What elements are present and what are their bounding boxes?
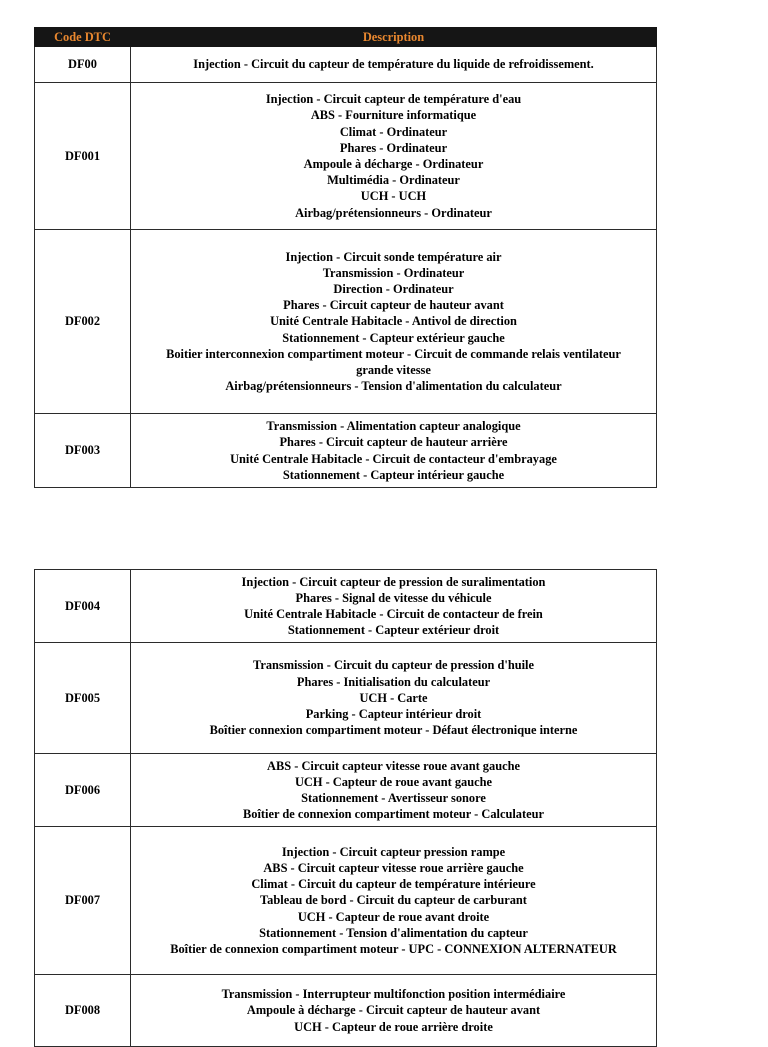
dtc-description [131,47,657,83]
dtc-code: DF005 [35,643,131,754]
dtc-description [131,754,657,827]
description-line: ABS - Fourniture informatique [310,108,477,123]
dtc-code: DF008 [35,975,131,1047]
description-line: Direction - Ordinateur [333,281,454,296]
description-line: Climat - Circuit du capteur de température intérieure [251,877,536,892]
table-row [35,975,657,1047]
description-line: Transmission - Circuit du capteur de pression d'huile [252,658,534,673]
dtc-description [131,230,657,414]
header-code-dtc: Code DTC [35,28,131,47]
dtc-code: DF002 [35,230,131,414]
dtc-description [131,570,657,643]
description-line: ABS - Circuit capteur vitesse roue avant gauche [267,758,520,773]
dtc-description [131,414,657,488]
table-row [35,754,657,827]
dtc-code: DF007 [35,827,131,975]
description-line: Airbag/prétensionneurs - Ordinateur [295,205,492,220]
description-line: grande vitesse [356,363,431,377]
description-line: Transmission - Ordinateur [322,265,465,280]
description-line: UCH - Capteur de roue avant droite [297,909,490,924]
table-row [35,643,657,754]
description-line: Boîtier connexion compartiment moteur - Défaut électronique interne [209,723,578,738]
description-line: Boîtier de connexion compartiment moteur - UPC - CONNEXION ALTERNATEUR [170,942,617,956]
description-line: Injection - Circuit capteur de pression de suralimentation [241,574,546,589]
description-line: Stationnement - Tension d'alimentation du capteur [259,925,528,940]
table-row [35,414,657,488]
description-line: Injection - Circuit capteur de température d'eau [265,92,522,107]
description-line: UCH - UCH [360,189,427,204]
description-line: Stationnement - Capteur intérieur gauche [282,467,505,482]
description-line: Airbag/prétensionneurs - Tension d'alimentation du calculateur [225,379,562,394]
dtc-table-1 [34,27,657,488]
description-line: Injection - Circuit capteur pression rampe [281,844,506,859]
header-description: Description [131,28,657,47]
table-row [35,83,657,230]
table-row [35,230,657,414]
description-line: Phares - Signal de vitesse du véhicule [295,590,492,605]
description-line: Ampoule à décharge - Circuit capteur de hauteur avant [246,1003,541,1018]
dtc-code: DF004 [35,570,131,643]
description-line: Phares - Initialisation du calculateur [296,674,491,689]
table-row [35,570,657,643]
description-line: UCH - Capteur de roue avant gauche [294,774,493,789]
dtc-code: DF003 [35,414,131,488]
description-line: Multimédia - Ordinateur [327,173,460,188]
table-row [35,47,657,83]
description-line: Phares - Circuit capteur de hauteur arrière [279,435,508,450]
dtc-description [131,827,657,975]
description-line: Phares - Circuit capteur de hauteur avant [283,298,504,313]
description-line: Climat - Ordinateur [339,124,448,139]
description-line: Ampoule à décharge - Ordinateur [303,157,484,171]
description-line: Injection - Circuit sonde température air [285,249,502,264]
description-line: UCH - Carte [359,690,428,705]
description-line: Unité Centrale Habitacle - Antivol de direction [270,314,517,329]
description-line: UCH - Capteur de roue arrière droite [294,1019,493,1034]
description-line: Transmission - Interrupteur multifonction position intermédiaire [221,987,566,1002]
dtc-table-2 [34,569,657,1047]
description-line: Parking - Capteur intérieur droit [305,707,482,722]
table-header-row [35,28,657,47]
description-line: Stationnement - Avertisseur sonore [301,791,486,805]
description-line: Unité Centrale Habitacle - Circuit de contacteur d'embrayage [230,451,557,466]
description-line: Phares - Ordinateur [339,140,448,155]
description-line: Transmission - Alimentation capteur analogique [266,419,521,434]
description-line: Unité Centrale Habitacle - Circuit de contacteur de frein [244,607,543,621]
description-line: Stationnement - Capteur extérieur droit [287,623,500,638]
description-line: Stationnement - Capteur extérieur gauche [282,330,505,345]
dtc-description [131,83,657,230]
description-line: Tableau de bord - Circuit du capteur de carburant [260,893,527,908]
dtc-code: DF006 [35,754,131,827]
description-line: Boîtier de connexion compartiment moteur - Calculateur [243,807,544,822]
dtc-description [131,975,657,1047]
dtc-description [131,643,657,754]
description-line: Injection - Circuit du capteur de température du liquide de refroidissement. [193,57,594,72]
description-line: ABS - Circuit capteur vitesse roue arrière gauche [263,860,524,875]
description-line: Boitier interconnexion compartiment moteur - Circuit de commande relais ventilateur [166,346,621,361]
dtc-code: DF00 [35,47,131,83]
table-row [35,827,657,975]
dtc-code: DF001 [35,83,131,230]
